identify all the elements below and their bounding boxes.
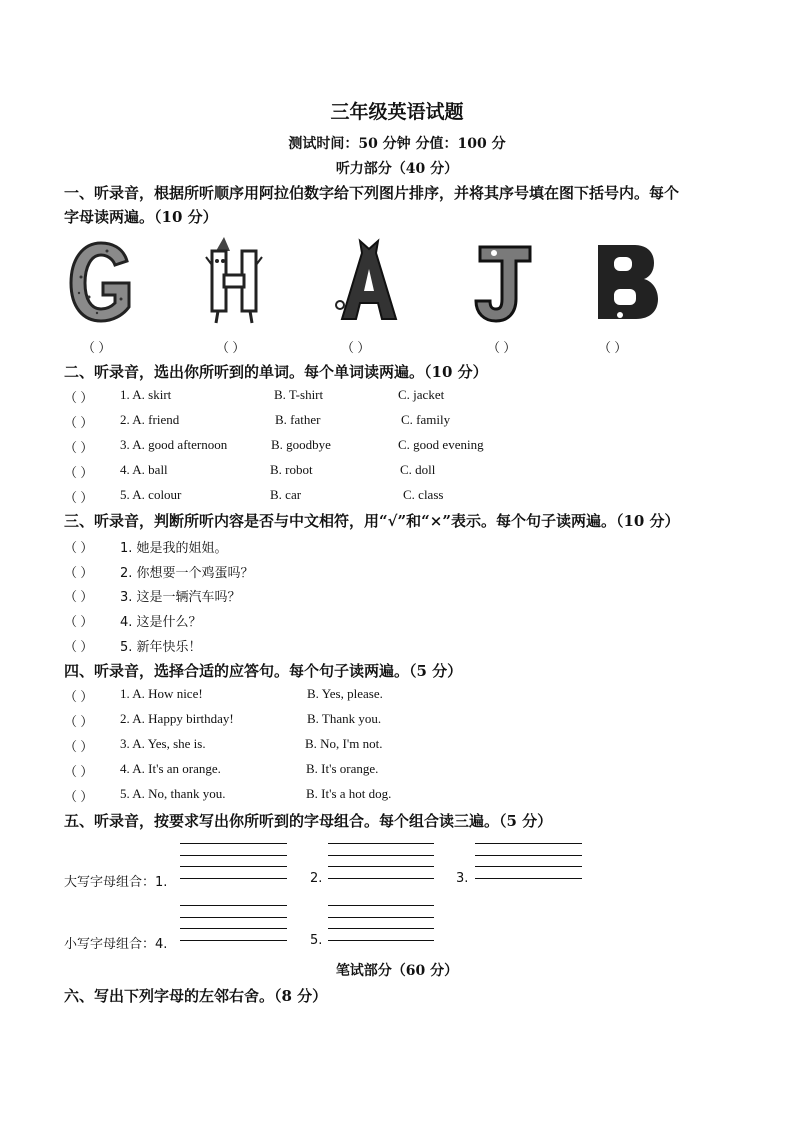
answer-blank[interactable]: （ ） [64, 540, 94, 555]
writing-line[interactable] [328, 855, 434, 856]
option-b: B. Thank you. [307, 711, 382, 726]
option-b: B. car [270, 487, 302, 502]
answer-blank[interactable]: （ ） [64, 714, 94, 729]
option-c: C. good evening [398, 437, 484, 452]
option-b: B. It's a hot dog. [306, 786, 392, 801]
option-b: B. No, I'm not. [305, 736, 383, 751]
page-title: 三年级英语试题 [330, 101, 464, 123]
option-b: B. robot [270, 462, 313, 477]
letter-j-picture [466, 237, 544, 327]
option-b: B. T-shirt [274, 387, 324, 402]
number-2-label: 2. [310, 871, 323, 886]
blank-j[interactable]: （ ） [487, 340, 517, 355]
statement-text: 5. 新年快乐！ [120, 640, 202, 655]
option-a: 5. A. No, thank you. [120, 786, 226, 801]
listening-part-heading: 听力部分（40 分） [335, 161, 459, 177]
writing-line[interactable] [328, 843, 434, 844]
option-c: C. doll [400, 462, 436, 477]
statement-text: 1. 她是我的姐姐。 [120, 541, 228, 556]
uppercase-label: 大写字母组合：1. [64, 875, 168, 890]
option-a: 4. A. It's an orange. [120, 761, 221, 776]
blank-g[interactable]: （ ） [82, 340, 112, 355]
answer-blank[interactable]: （ ） [64, 589, 94, 604]
writing-line[interactable] [475, 843, 582, 844]
writing-line[interactable] [180, 855, 287, 856]
writing-line[interactable] [475, 866, 582, 867]
answer-blank[interactable]: （ ） [64, 465, 94, 480]
option-b: B. Yes, please. [307, 686, 383, 701]
option-c: C. jacket [398, 387, 445, 402]
writing-line[interactable] [328, 905, 434, 906]
option-b: B. goodbye [271, 437, 331, 452]
section4-title: 四、听录音，选择合适的应答句。每个句子读两遍。（5 分） [64, 662, 463, 680]
section5-title: 五、听录音，按要求写出你所听到的字母组合。每个组合读三遍。（5 分） [64, 812, 553, 830]
option-c: C. family [401, 412, 451, 427]
blank-b[interactable]: （ ） [598, 340, 628, 355]
statement-text: 3. 这是一辆汽车吗？ [120, 590, 241, 605]
writing-line[interactable] [328, 878, 434, 879]
writing-line[interactable] [180, 905, 287, 906]
writing-line[interactable] [180, 843, 287, 844]
section2-title: 二、听录音，选出你所听到的单词。每个单词读两遍。（10 分） [64, 363, 488, 381]
section6-title: 六、写出下列字母的左邻右舍。（8 分） [64, 987, 328, 1005]
writing-line[interactable] [328, 917, 434, 918]
answer-blank[interactable]: （ ） [64, 490, 94, 505]
number-5-label: 5. [310, 933, 323, 948]
option-a: 5. A. colour [120, 487, 182, 502]
writing-line[interactable] [180, 866, 287, 867]
answer-blank[interactable]: （ ） [64, 614, 94, 629]
writing-line[interactable] [475, 855, 582, 856]
answer-blank[interactable]: （ ） [64, 639, 94, 654]
letter-g-picture [63, 237, 141, 327]
option-a: 1. A. How nice! [120, 686, 203, 701]
answer-blank[interactable]: （ ） [64, 415, 94, 430]
writing-line[interactable] [328, 866, 434, 867]
letter-b-picture [590, 237, 668, 327]
option-a: 2. A. Happy birthday! [120, 711, 234, 726]
answer-blank[interactable]: （ ） [64, 689, 94, 704]
writing-line[interactable] [180, 928, 287, 929]
option-c: C. class [403, 487, 444, 502]
writing-line[interactable] [180, 917, 287, 918]
letter-a-picture [330, 237, 408, 327]
letter-h-picture [196, 237, 274, 327]
option-a: 1. A. skirt [120, 387, 172, 402]
statement-text: 4. 这是什么？ [120, 615, 202, 630]
lowercase-label: 小写字母组合：4. [64, 937, 168, 952]
section1-title: 一、听录音，根据所听顺序用阿拉伯数字给下列图片排序，并将其序号填在图下括号内。每个 [64, 184, 680, 202]
option-a: 3. A. good afternoon [120, 437, 228, 452]
blank-h[interactable]: （ ） [216, 340, 246, 355]
option-b: B. father [275, 412, 321, 427]
option-a: 2. A. friend [120, 412, 180, 427]
writing-line[interactable] [475, 878, 582, 879]
answer-blank[interactable]: （ ） [64, 764, 94, 779]
writing-line[interactable] [180, 940, 287, 941]
writing-line[interactable] [328, 940, 434, 941]
section1-title-cont: 字母读两遍。（10 分） [64, 208, 218, 226]
section3-title: 三、听录音，判断所听内容是否与中文相符，用“√”和“×”表示。每个句子读两遍。（10 分） [64, 512, 680, 530]
option-a: 4. A. ball [120, 462, 168, 477]
answer-blank[interactable]: （ ） [64, 565, 94, 580]
blank-a[interactable]: （ ） [341, 340, 371, 355]
statement-text: 2. 你想要一个鸡蛋吗？ [120, 566, 254, 581]
written-part-heading: 笔试部分（60 分） [335, 963, 459, 979]
answer-blank[interactable]: （ ） [64, 739, 94, 754]
writing-line[interactable] [328, 928, 434, 929]
answer-blank[interactable]: （ ） [64, 789, 94, 804]
answer-blank[interactable]: （ ） [64, 440, 94, 455]
time-score-line: 测试时间：50 分钟 分值：100 分 [288, 136, 506, 152]
answer-blank[interactable]: （ ） [64, 390, 94, 405]
number-3-label: 3. [456, 871, 469, 886]
option-a: 3. A. Yes, she is. [120, 736, 206, 751]
writing-line[interactable] [180, 878, 287, 879]
option-b: B. It's orange. [306, 761, 379, 776]
